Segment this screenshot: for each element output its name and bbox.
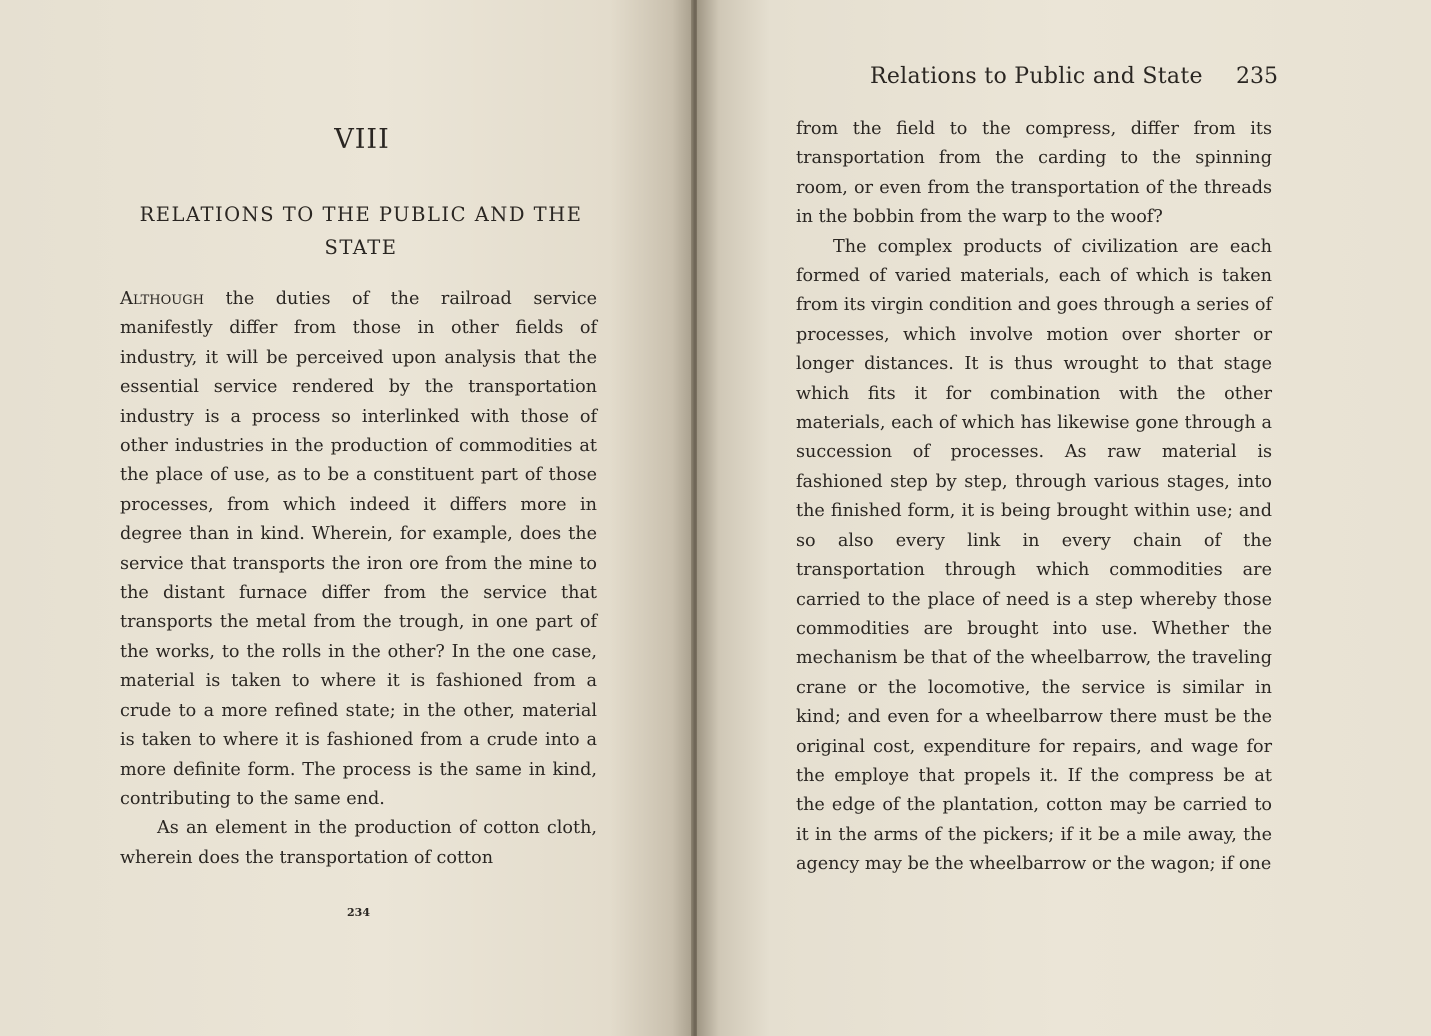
left-paragraph-2: As an element in the production of cotton cloth, wherein does the transportation of cotton xyxy=(120,818,597,868)
chapter-number: VIII xyxy=(334,124,390,155)
chapter-title: RELATIONS TO THE PUBLIC AND THE STATE xyxy=(139,203,583,259)
left-page xyxy=(0,0,693,1036)
folio: 234 xyxy=(347,906,370,919)
left-paragraph-1-text: the duties of the railroad service manifestly differ from those in other fields of industry, it will be perceived upon analysis that the essential service rendered by the transportation industry is a process so interlinked with those of other industries in the production of commodities at the place of use, as to be a constituent part of those processes, from which indeed it differs more in degree than in kind. Wherein, for example, does the service that transports the iron ore from the mine to the distant furnace differ from the service that transports the metal from the trough, in one part of the works, to the rolls in the other? In the one case, material is taken to where it is fashioned from a crude to a more refined state; in the other, material is taken to where it is fashioned from a crude into a more definite form. The process is the same in kind, contributing to the same end. xyxy=(120,289,598,809)
right-paragraph-1: from the field to the compress, differ from its transportation from the carding to the spinning room, or even from the transportation of the threads in the bobbin from the warp to the woof? xyxy=(796,119,1272,228)
left-paragraph-1 xyxy=(120,284,597,814)
running-head: Relations to Public and State xyxy=(870,64,1203,89)
page-number: 235 xyxy=(1236,64,1278,89)
right-page-body xyxy=(796,115,1272,880)
right-paragraph-2: The complex products of civilization are each formed of varied materials, each of which is taken from its virgin condition and goes through a series of processes, which involve motion over shorter or longer distances. It is thus wrought to that stage which fits it for combination with the other materials, each of which has likewise gone through a succession of processes. As raw material is fashioned step by step, through various stages, into the finished form, it is being brought within use; and so also every link in every chain of the transportation through which commodities are carried to the place of need is a step whereby those commodities are brought into use. Whether the mechanism be that of the wheelbarrow, the traveling crane or the locomotive, the service is similar in kind; and even for a wheelbarrow there must be the original cost, expenditure for repairs, and wage for the employe that propels it. If the compress be at the edge of the plantation, cotton may be carried to it in the arms of the pickers; if it be a mile away, the agency may be the wheelbarrow or the wagon; if one xyxy=(796,236,1272,875)
paragraph-lead-word: Although xyxy=(120,288,204,309)
left-page-body xyxy=(120,284,597,873)
